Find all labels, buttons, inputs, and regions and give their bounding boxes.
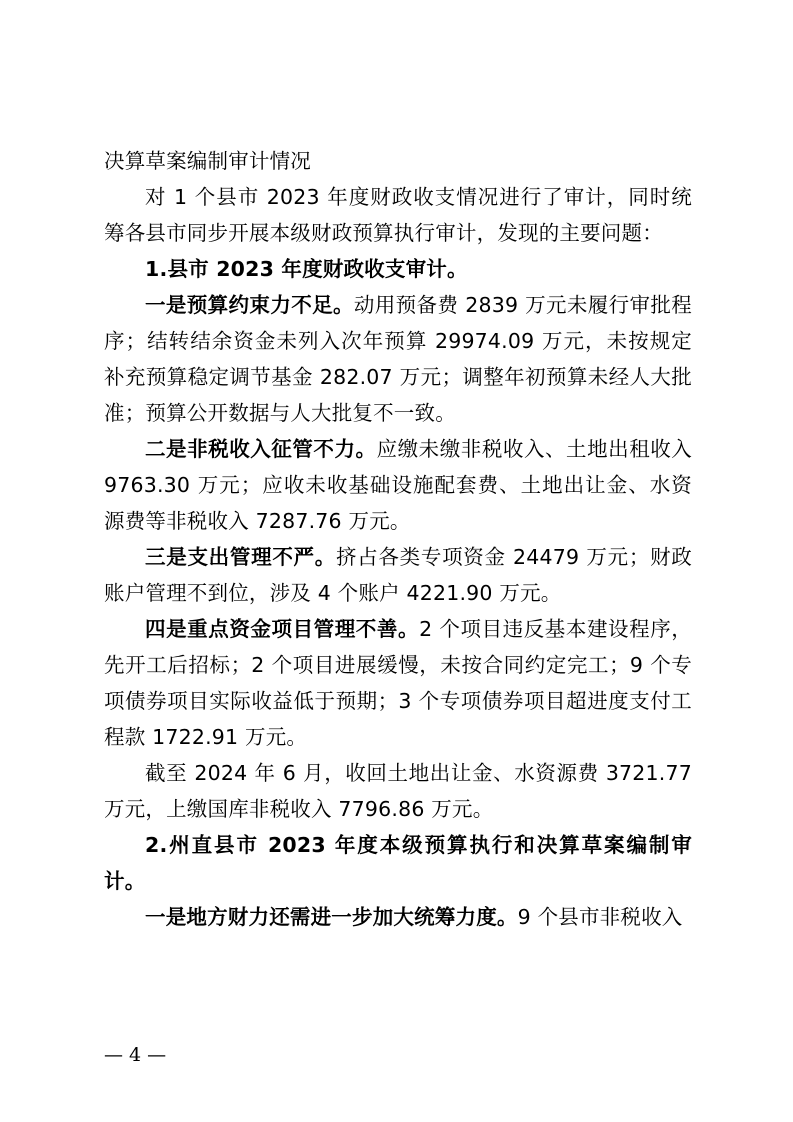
paragraph-lead: 四是重点资金项目管理不善。 — [145, 617, 420, 641]
paragraph-text: 对 1 个县市 2023 年度财政收支情况进行了审计，同时统筹各县市同步开展本级财政预算执行审计，发现的主要问题： — [104, 185, 692, 245]
paragraph-nontax-revenue — [104, 431, 692, 539]
heading-text: 2.州直县市 2023 年度本级预算执行和决算草案编制审计。 — [104, 833, 692, 893]
paragraph-recovery — [104, 755, 692, 827]
paragraph-local-finance — [104, 899, 692, 935]
paragraph-lead: 一是预算约束力不足。 — [145, 293, 354, 317]
page-number: — 4 — — [104, 1044, 167, 1066]
paragraph-key-projects — [104, 611, 692, 755]
paragraph-lead: 二是非税收入征管不力。 — [145, 437, 377, 461]
paragraph-text: 决算草案编制审计情况 — [104, 149, 311, 173]
section-heading-2 — [104, 827, 692, 899]
paragraph-text: 动用预备费 2839 万元未履行审批程序；结转结余资金未列入次年预算 29974.09 万元，未按规定补充预算稳定调节基金 282.07 万元；调整年初预算未经人大批准；预算公开数据与人大批复不一致。 — [104, 293, 692, 425]
paragraph-text: 2 个项目违反基本建设程序，先开工后招标；2 个项目进展缓慢，未按合同约定完工；9 个专项债券项目实际收益低于预期；3 个专项债券项目超进度支付工程款 1722.91 万元。 — [104, 617, 692, 749]
paragraph-budget-constraint — [104, 287, 692, 431]
paragraph-lead: 三是支出管理不严。 — [145, 545, 336, 569]
document-body — [104, 143, 692, 935]
paragraph-text: 9 个县市非税收入 — [517, 905, 683, 929]
paragraph-expenditure — [104, 539, 692, 611]
paragraph-text: 截至 2024 年 6 月，收回土地出让金、水资源费 3721.77 万元，上缴国库非税收入 7796.86 万元。 — [104, 761, 692, 821]
paragraph-intro — [104, 179, 692, 251]
paragraph-text: 挤占各类专项资金 24479 万元；财政账户管理不到位，涉及 4 个账户 4221.90 万元。 — [104, 545, 692, 605]
paragraph-continuation — [104, 143, 692, 179]
heading-text: 1.县市 2023 年度财政收支审计。 — [145, 257, 468, 281]
paragraph-lead: 一是地方财力还需进一步加大统筹力度。 — [145, 905, 518, 929]
section-heading-1 — [104, 251, 692, 287]
paragraph-text: 应缴未缴非税收入、土地出租收入 9763.30 万元；应收未收基础设施配套费、土地出让金、水资源费等非税收入 7287.76 万元。 — [104, 437, 693, 533]
